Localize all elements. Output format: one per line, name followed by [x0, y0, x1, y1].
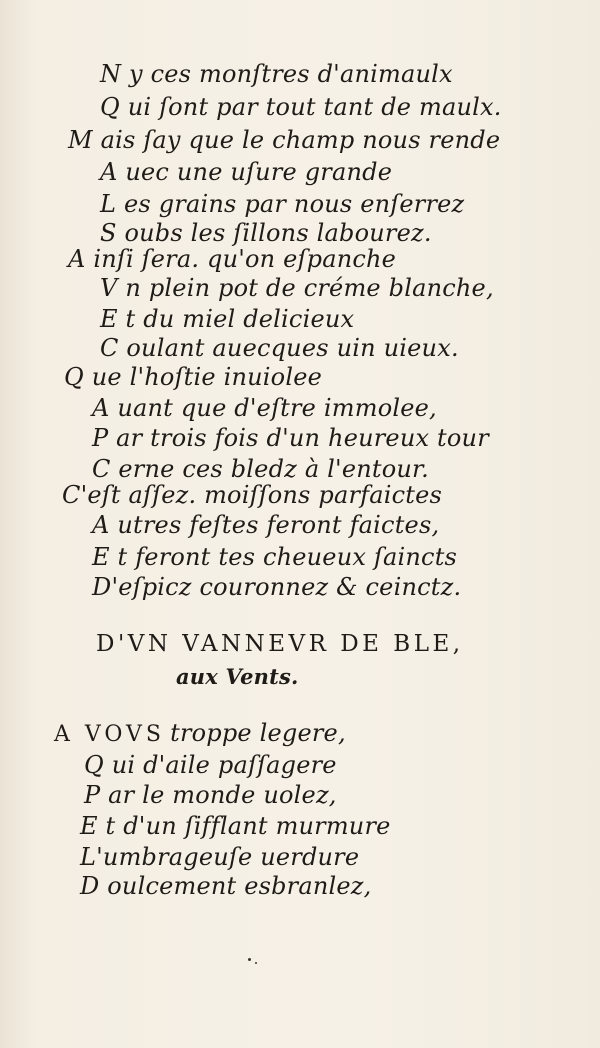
verse-line: A utres feſtes feront faictes,: [92, 511, 440, 539]
verse-line: D'eſpicz couronnez & ceinctz.: [92, 573, 462, 601]
ink-speck: [248, 958, 251, 961]
verse-line: A uant que d'eſtre immolee,: [92, 394, 437, 422]
verse-line: E t d'un ſifflant murmure: [80, 812, 391, 840]
verse-line: P ar trois fois d'un heureux tour: [92, 424, 489, 452]
verse-line: E t feront tes cheueux ſaincts: [92, 543, 458, 571]
poem-title: D'VN VANNEVR DE BLE,: [96, 631, 464, 657]
verse-line: V n plein pot de créme blanche,: [100, 274, 494, 302]
verse-line: Q ue l'hoſtie inuiolee: [64, 363, 323, 391]
verse-line: Q ui ſont par tout tant de maulx.: [100, 93, 502, 121]
verse-line: E t du miel delicieux: [100, 305, 355, 333]
verse-line: P ar le monde uolez,: [84, 781, 337, 809]
verse-line: D oulcement esbranlez,: [80, 872, 372, 900]
verse-line: S oubs les ſillons labourez.: [100, 219, 432, 247]
verse-line-rest: troppe legere,: [170, 719, 346, 747]
verse-line: C'eſt aſſez. moiſſons parfaictes: [62, 481, 443, 509]
verse-line: Q ui d'aile paſſagere: [84, 751, 337, 779]
verse-line: L es grains par nous enſerrez: [100, 190, 465, 218]
verse-line: A uec une uſure grande: [100, 158, 393, 186]
ink-speck: [255, 962, 257, 964]
verse-line: L'umbrageuſe uerdure: [80, 843, 360, 871]
opening-capitals: A VOVS: [54, 722, 165, 747]
verse-line-first: [54, 719, 346, 747]
poem-subtitle: aux Vents.: [176, 664, 299, 689]
verse-line: M ais ſay que le champ nous rende: [68, 126, 501, 154]
verse-line: N y ces monſtres d'animaulx: [100, 60, 453, 88]
verse-line: C oulant auecques uin uieux.: [100, 334, 459, 362]
verse-line: C erne ces bledz à l'entour.: [92, 455, 429, 483]
verse-line: A inſi ſera. qu'on eſpanche: [68, 245, 397, 273]
